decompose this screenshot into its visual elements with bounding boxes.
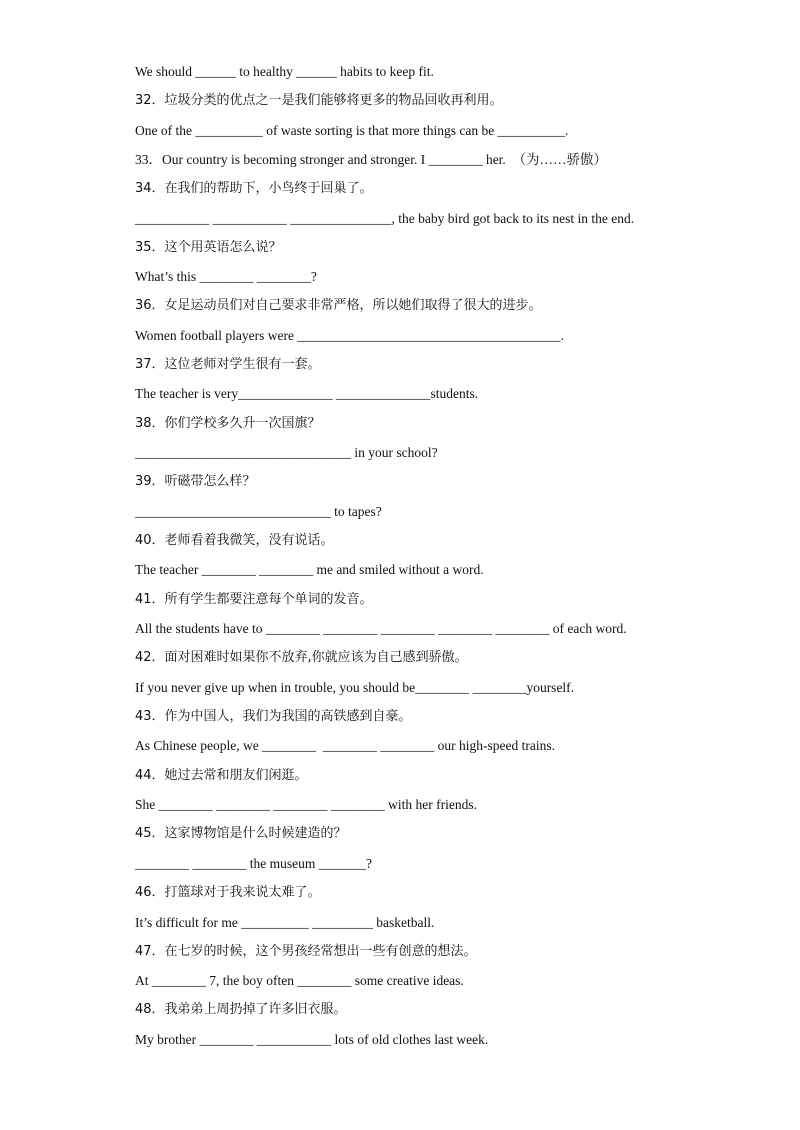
answer-line-47: At ________ 7, the boy often ________ some creative ideas. [135,973,464,988]
answer-line-43: As Chinese people, we ________ ________ ________ our high-speed trains. [135,738,555,753]
answer-line-48: My brother ________ ___________ lots of old clothes last week. [135,1032,489,1047]
question-41-prompt: 41．所有学生都要注意每个单词的发音。 [135,592,373,607]
question-36-prompt: 36．女足运动员们对自己要求非常严格，所以她们取得了很大的进步。 [135,298,542,313]
question-37-prompt: 37．这位老师对学生很有一套。 [135,357,321,372]
answer-line-37: The teacher is very______________ ______________students. [135,386,479,401]
question-46-prompt: 46．打篮球对于我来说太难了。 [135,885,321,900]
answer-line-46: It’s difficult for me __________ _________ basketball. [135,915,435,930]
question-34-prompt: 34．在我们的帮助下，小鸟终于回巢了。 [135,181,373,196]
question-32-prompt: 32．垃圾分类的优点之一是我们能够将更多的物品回收再利用。 [135,93,503,108]
answer-line-45: ________ ________ the museum _______? [135,856,372,871]
answer-line-39: _____________________________ to tapes? [135,504,382,519]
question-39-prompt: 39．听磁带怎么样？ [135,474,256,489]
answer-line-40: The teacher ________ ________ me and smiled without a word. [135,562,484,577]
question-38-prompt: 38．你们学校多久升一次国旗？ [135,416,321,431]
question-35-prompt: 35．这个用英语怎么说？ [135,240,282,255]
answer-line-31: We should ______ to healthy ______ habits to keep fit. [135,64,434,79]
answer-line-34: ___________ ___________ _______________, the baby bird got back to its nest in the end. [135,211,635,226]
question-45-prompt: 45．这家博物馆是什么时候建造的？ [135,826,347,841]
question-33: 33．Our country is becoming stronger and stronger. I ________ her. （为……骄傲） [135,152,608,167]
answer-line-41: All the students have to ________ ________ ________ ________ ________ of each word. [135,621,627,636]
question-44-prompt: 44．她过去常和朋友们闲逛。 [135,768,308,783]
question-48-prompt: 48．我弟弟上周扔掉了许多旧衣服。 [135,1002,347,1017]
answer-line-38: ________________________________ in your school? [135,445,438,460]
answer-line-35: What’s this ________ ________? [135,269,317,284]
answer-line-32: One of the __________ of waste sorting is that more things can be __________. [135,123,569,138]
question-47-prompt: 47．在七岁的时候，这个男孩经常想出一些有创意的想法。 [135,944,477,959]
question-42-prompt: 42．面对困难时如果你不放弃,你就应该为自己感到骄傲。 [135,650,468,665]
question-43-prompt: 43．作为中国人，我们为我国的高铁感到自豪。 [135,709,412,724]
answer-line-44: She ________ ________ ________ ________ with her friends. [135,797,477,812]
question-40-prompt: 40．老师看着我微笑，没有说话。 [135,533,334,548]
answer-line-36: Women football players were _______________________________________. [135,328,564,343]
answer-line-42: If you never give up when in trouble, you should be________ ________yourself. [135,680,575,695]
